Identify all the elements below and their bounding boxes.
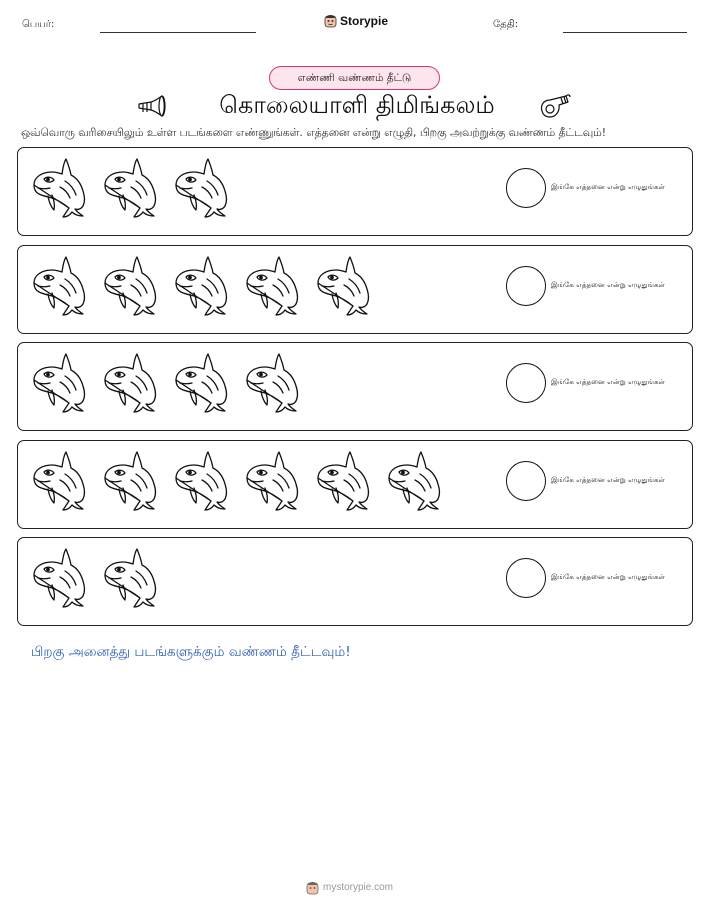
closing-instruction: பிறகு அனைத்து படங்களுக்கும் வண்ணம் தீட்டவும்! <box>31 644 351 660</box>
answer-circle[interactable] <box>506 558 546 598</box>
killer-whale-icon[interactable] <box>314 450 376 512</box>
picture-group <box>30 255 376 325</box>
trumpet-icon <box>137 95 169 117</box>
name-field[interactable] <box>100 32 256 33</box>
killer-whale-icon[interactable] <box>30 547 92 609</box>
counting-row <box>17 537 693 626</box>
answer-hint: இங்கே எத்தனை என்று எழுதுங்கள் <box>551 279 666 289</box>
worksheet-header <box>0 0 709 50</box>
killer-whale-icon[interactable] <box>243 450 305 512</box>
footer-site: mystorypie.com <box>323 882 394 893</box>
answer-circle[interactable] <box>506 363 546 403</box>
storypie-logo-icon <box>324 13 337 28</box>
killer-whale-icon[interactable] <box>30 450 92 512</box>
brand <box>324 13 388 28</box>
activity-badge: எண்ணி வண்ணம் தீட்டு <box>269 66 440 90</box>
answer-hint: இங்கே எத்தனை என்று எழுதுங்கள் <box>551 572 666 581</box>
counting-row <box>17 440 693 529</box>
killer-whale-icon[interactable] <box>101 547 163 609</box>
killer-whale-icon[interactable] <box>101 255 163 317</box>
killer-whale-icon[interactable] <box>30 352 92 414</box>
picture-group <box>30 450 447 520</box>
picture-group <box>30 352 305 422</box>
date-label: தேதி: <box>493 19 519 30</box>
whistle-icon <box>539 93 571 119</box>
brand-name: Storypie <box>340 13 389 28</box>
answer-circle[interactable] <box>506 461 546 501</box>
killer-whale-icon[interactable] <box>172 157 234 219</box>
killer-whale-icon[interactable] <box>314 255 376 317</box>
answer-hint: இங்கே எத்தனை என்று எழுதுங்கள் <box>551 474 666 484</box>
picture-group <box>30 157 234 227</box>
killer-whale-icon[interactable] <box>30 157 92 219</box>
instruction-text: ஒவ்வொரு வரிசையிலும் உள்ள படங்களை எண்ணுங்கள். எத்தனை என்று எழுதி, பிறகு அவற்றுக்கு வண்ணம் தீட்டவும்! <box>21 126 607 139</box>
killer-whale-icon[interactable] <box>101 450 163 512</box>
counting-row <box>17 147 693 236</box>
killer-whale-icon[interactable] <box>101 157 163 219</box>
killer-whale-icon[interactable] <box>243 255 305 317</box>
name-label: பெயர்: <box>22 19 55 30</box>
counting-row <box>17 342 693 431</box>
killer-whale-icon[interactable] <box>101 352 163 414</box>
killer-whale-icon[interactable] <box>30 255 92 317</box>
killer-whale-icon[interactable] <box>243 352 305 414</box>
killer-whale-icon[interactable] <box>172 450 234 512</box>
worksheet-title: கொலையாளி திமிங்கலம் <box>219 91 495 119</box>
killer-whale-icon[interactable] <box>172 255 234 317</box>
answer-hint: இங்கே எத்தனை என்று எழுதுங்கள் <box>551 182 666 191</box>
title-row <box>0 88 709 122</box>
date-field[interactable] <box>563 32 687 33</box>
storypie-logo-icon <box>306 880 319 895</box>
answer-circle[interactable] <box>506 266 546 306</box>
picture-group <box>30 547 163 617</box>
answer-hint: இங்கே எத்தனை என்று எழுதுங்கள் <box>551 377 666 386</box>
answer-circle[interactable] <box>506 168 546 208</box>
counting-row <box>17 245 693 334</box>
killer-whale-icon[interactable] <box>172 352 234 414</box>
footer <box>306 880 393 895</box>
killer-whale-icon[interactable] <box>385 450 447 512</box>
